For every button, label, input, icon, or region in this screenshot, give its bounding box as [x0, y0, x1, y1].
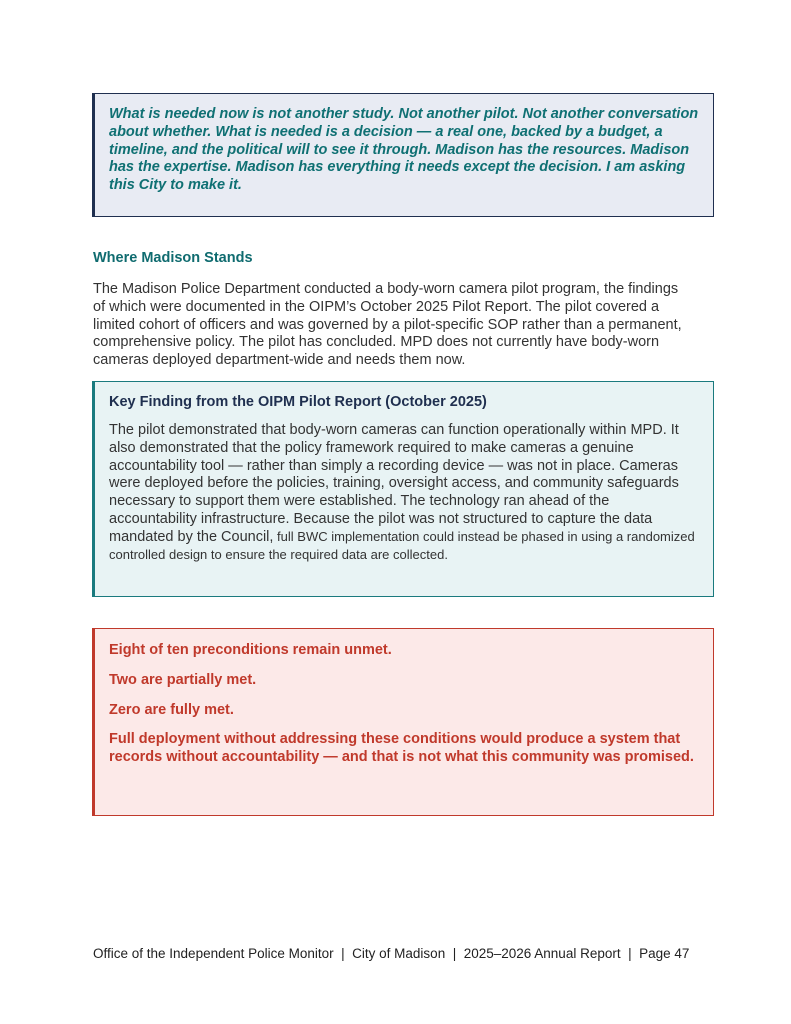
key-finding-box [92, 381, 714, 597]
alert-line-fully-met: Zero are fully met. [109, 701, 234, 718]
alert-line-conclusion: Full deployment without addressing these conditions would produce a system that records without accountability — and that is not what this community was promised. [109, 731, 694, 766]
key-finding-title: Key Finding from the OIPM Pilot Report (October 2025) [109, 394, 487, 410]
callout-quote-text: What is needed now is not another study. Not another pilot. Not another conversation about whether. What is needed is a decision — a real one, backed by a budget, a timeline, and the political will to see it through. Madison has the resources. Madison has the expertise. Madison has everything it needs except the decision. I am asking this City to make it. [109, 106, 699, 194]
alert-line-unmet: Eight of ten preconditions remain unmet. [109, 642, 392, 658]
page-footer: Office of the Independent Police Monitor | City of Madison | 2025–2026 Annual Report | Page 47 [93, 946, 690, 961]
alert-line-partial: Two are partially met. [109, 671, 257, 688]
section-paragraph: The Madison Police Department conducted a body-worn camera pilot program, the findings of which were documented in the OIPM’s October 2025 Pilot Report. The pilot covered a limited cohort of officers and was governed by a pilot-specific SOP rather than a permanent, comprehensive policy. The pilot has concluded. MPD does not currently have body-worn cameras deployed department-wide and needs them now. [93, 281, 682, 369]
key-finding-body-small: full BWC implementation could instead be phased in using a randomized controlled design to ensure the required data are collected. [109, 528, 695, 562]
key-finding-body [109, 422, 699, 564]
callout-quote-box [92, 93, 714, 217]
section-heading: Where Madison Stands [93, 250, 253, 266]
preconditions-alert-box [92, 628, 714, 816]
key-finding-body-main: The pilot demonstrated that body-worn cameras can function operationally within MPD. It also demonstrated that the policy framework required to make cameras a genuine accountability tool — rather than simply a recording device — was not in place. Cameras were deployed before the policies, training, oversight access, and community safeguards necessary to support them were established. The technology ran ahead of the accountability infrastructure. Because the pilot was not structured to capture the data mandated by the Council, [109, 422, 679, 545]
